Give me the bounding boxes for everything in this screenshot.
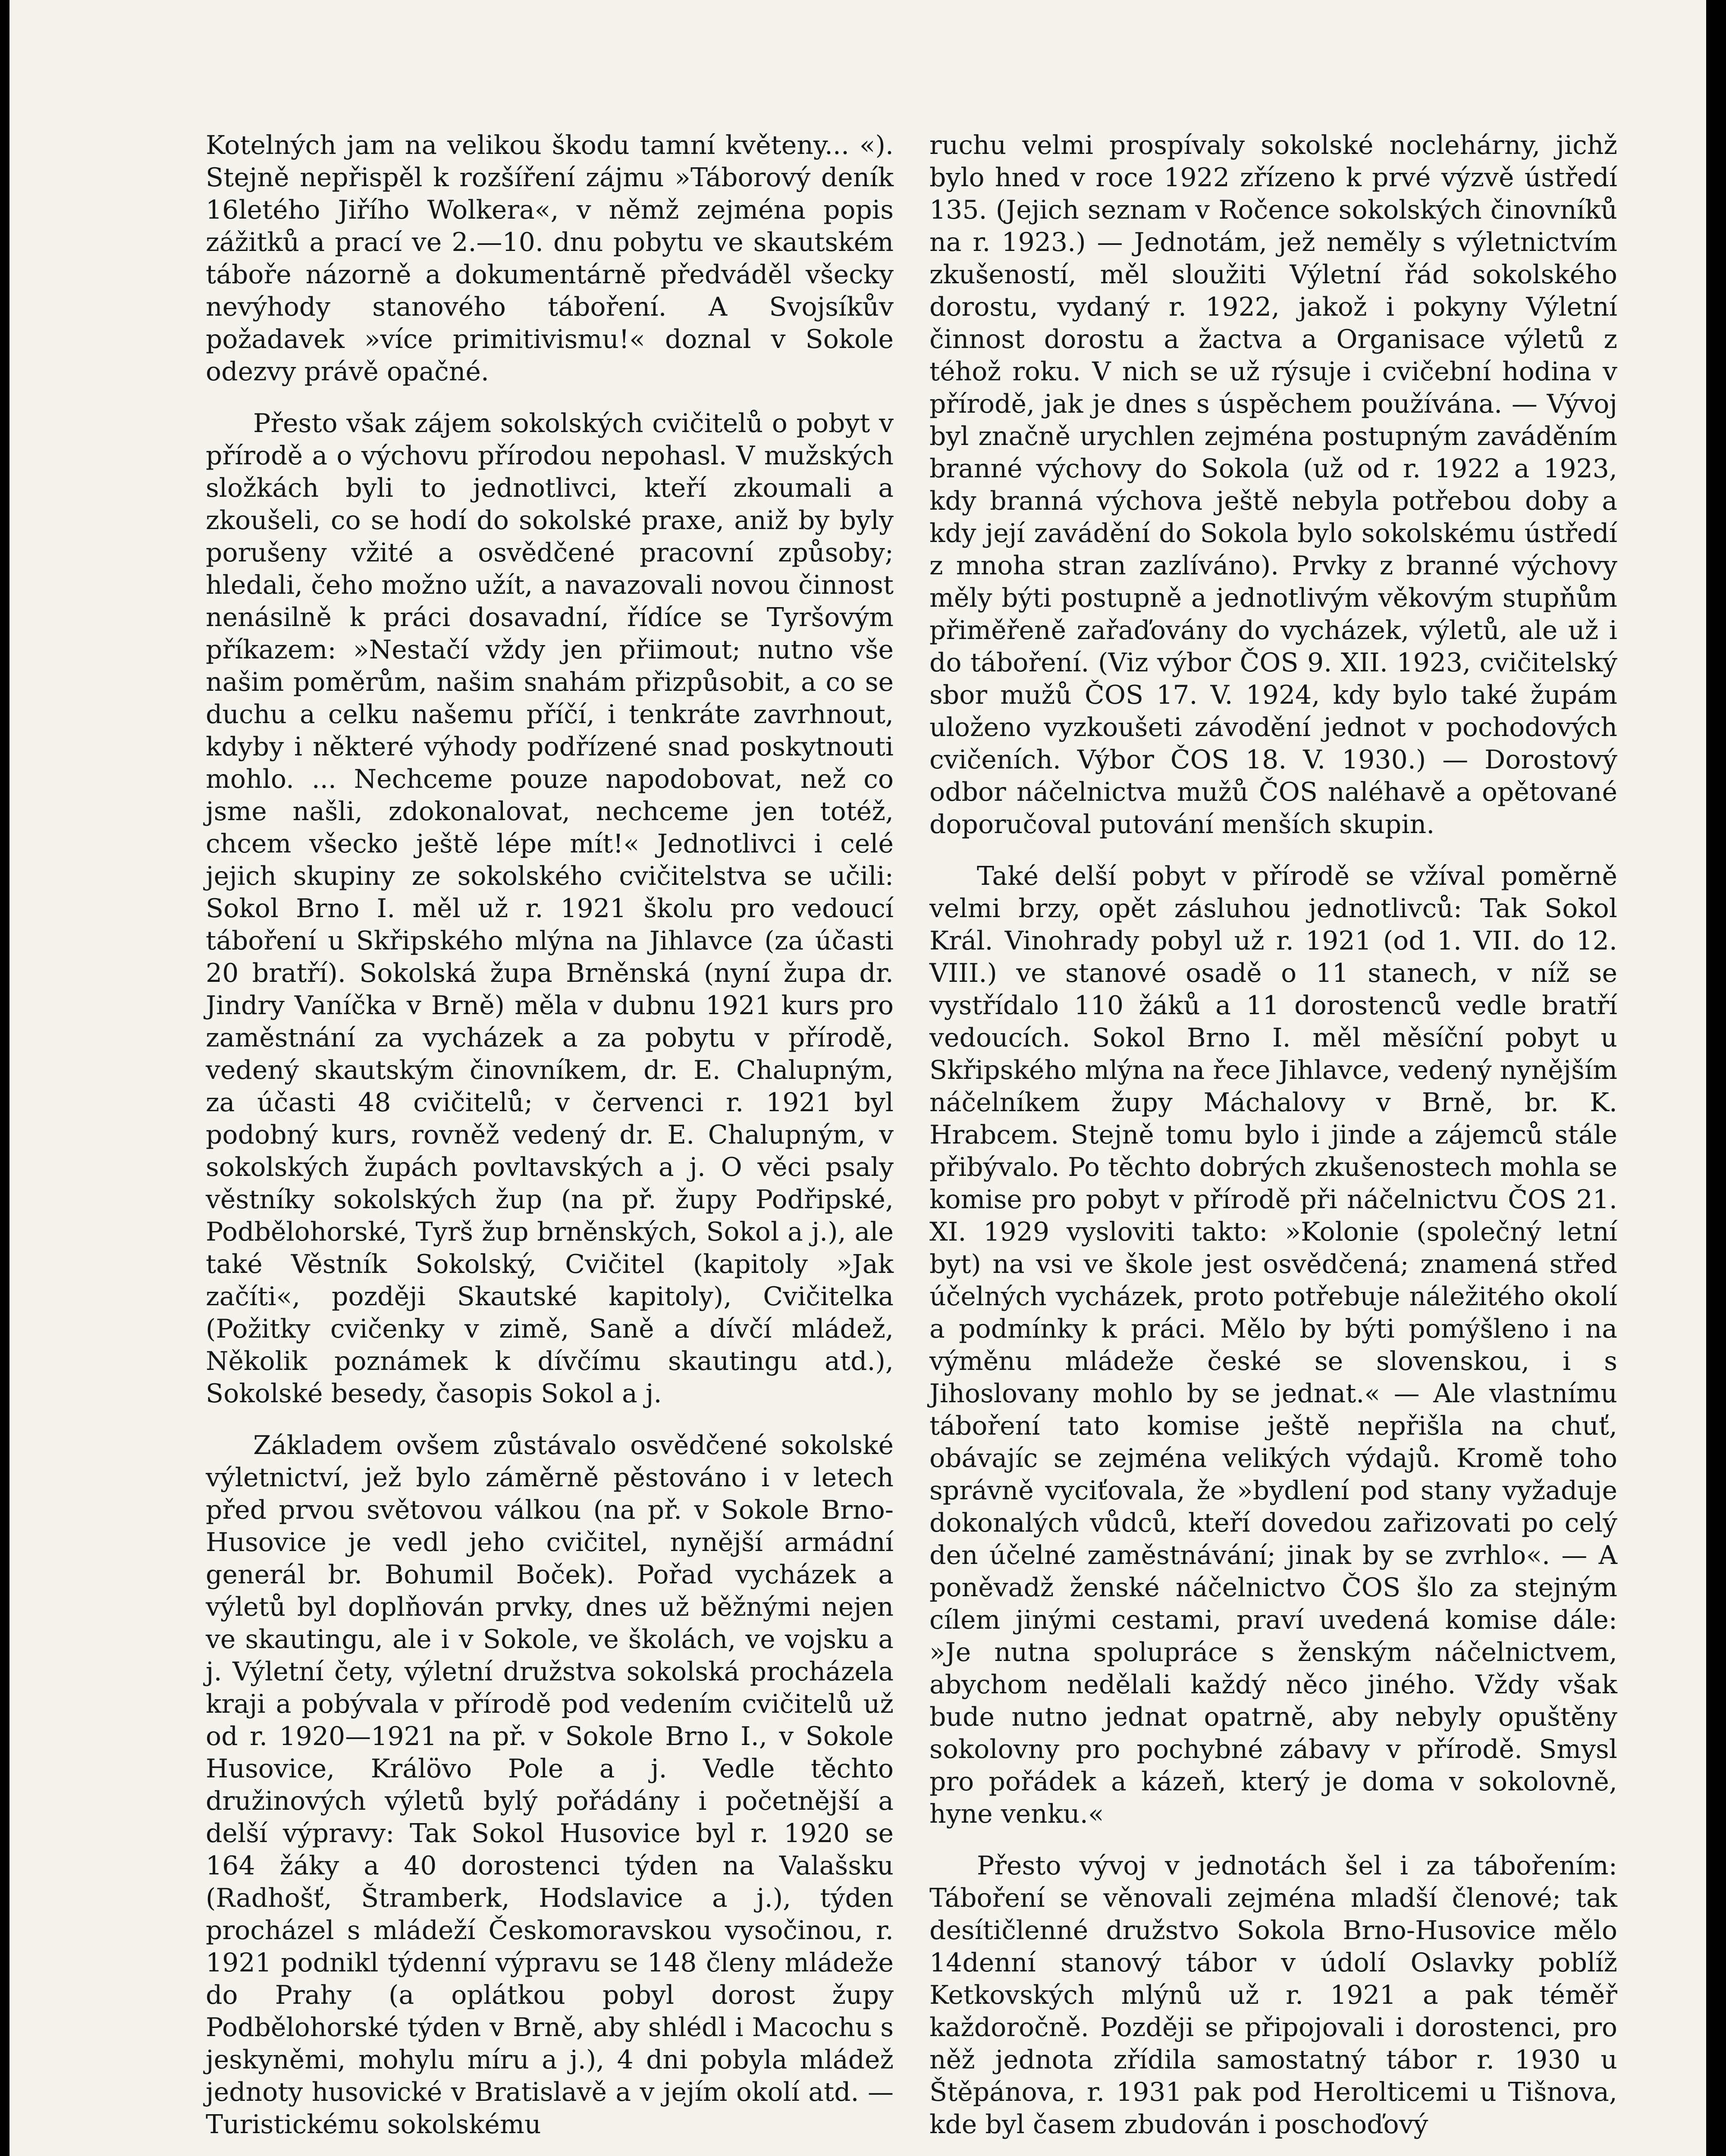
paragraph-continuation: Kotelných jam na velikou škodu tamní květeny... «). Stejně nepřispěl k rozšíření zájmu »Táborový deník 16letého Jiřího Wolkera«, v němž zejména popis zážitků a prací ve 2.—10. dnu pobytu ve skautském táboře názorně a dokumentárně předváděl všecky nevýhody stanového táboření. A Svojsíkův požadavek »více primitivismu!« doznal v Sokole odezvy právě opačné. xyxy=(206,130,894,387)
paragraph: Přesto vývoj v jednotách šel i za tábořením: Táboření se věnovali zejména mladší členové; tak desítičlenné družstvo Sokola Brno-Husovice mělo 14denní stanový tábor v údolí Oslavky poblíž Ketkovských mlýnů už r. 1921 a pak téměř každoročně. Později se připojovali i dorostenci, pro něž jednota zřídila samostatný tábor r. 1930 u Štěpánova, r. 1931 pak pod Herolticemi u Tišnova, kde byl časem zbudován i poschoďový xyxy=(929,1851,1617,2140)
right-text-column xyxy=(929,129,1617,2156)
paragraph: Základem ovšem zůstávalo osvědčené sokolské výletnictví, jež bylo záměrně pěstováno i v letech před prvou světovou válkou (na př. v Sokole Brno-Husovice je vedl jeho cvičitel, nynější armádní generál br. Bohumil Boček). Pořad vycházek a výletů byl doplňován prvky, dnes už běžnými nejen ve skautingu, ale i v Sokole, ve školách, ve vojsku a j. Výletní čety, výletní družstva sokolská procházela kraji a pobývala v přírodě pod vedením cvičitelů už od r. 1920—1921 na př. v Sokole Brno I., v Sokole Husovice, Králövo Pole a j. Vedle těchto družinových výletů bylý pořádány i početnější a delší výpravy: Tak Sokol Husovice byl r. 1920 se 164 žáky a 40 dorostenci týden na Valašsku (Radhošť, Štramberk, Hodslavice a j.), týden procházel s mládeží Českomoravskou vysočinou, r. 1921 podnikl týdenní výpravu se 148 členy mládeže do Prahy (a oplátkou pobyl dorost župy Podbělohorské týden v Brně, aby shlédl i Macochu s jeskyněmi, mohylu míru a j.), 4 dni pobyla mládež jednoty husovické v Bratislavě a v jejím okolí atd. — Turistickému sokolskému xyxy=(206,1430,894,2140)
paragraph: Také delší pobyt v přírodě se vžíval poměrně velmi brzy, opět zásluhou jednotlivců: Tak Sokol Král. Vinohrady pobyl už r. 1921 (od 1. VII. do 12. VIII.) ve stanové osadě o 11 stanech, v níž se vystřídalo 110 žáků a 11 dorostenců vedle bratří vedoucích. Sokol Brno I. měl měsíční pobyt u Skřipského mlýna na řece Jihlavce, vedený nynějším náčelníkem župy Máchalovy v Brně, br. K. Hrabcem. Stejně tomu bylo i jinde a zájemců stále přibývalo. Po těchto dobrých zkušenostech mohla se komise pro pobyt v přírodě při náčelnictvu ČOS 21. XI. 1929 vysloviti takto: »Kolonie (společný letní byt) na vsi ve škole jest osvědčená; znamená střed účelných vycházek, proto potřebuje náležitého okolí a podmínky k práci. Mělo by býti pomýšleno i na výměnu mládeže české se slovenskou, i s Jihoslovany mohlo by se jednat.« — Ale vlastnímu táboření tato komise ještě nepřišla na chuť, obávajíc se zejména velikých výdajů. Kromě toho správně vyciťovala, že »bydlení pod stany vyžaduje dokonalých vůdců, kteří dovedou zařizovati po celý den účelné zaměstnávání; jinak by se zvrhlo«. — A poněvadž ženské náčelnictvo ČOS šlo za stejným cílem jinými cestami, praví uvedená komise dále: »Je nutna spolupráce s ženským náčelnictvem, abychom nedělali každý něco jiného. Vždy však bude nutno jednat opatrně, aby nebyly opuštěny sokolovny pro pochybné zábavy v přírodě. Smysl pro pořádek a kázeň, který je doma v sokolovně, hyne venku.« xyxy=(929,861,1617,1829)
paragraph-continuation: ruchu velmi prospívaly sokolské noclehárny, jichž bylo hned v roce 1922 zřízeno k prvé výzvě ústředí 135. (Jejich seznam v Ročence sokolských činovníků na r. 1923.) — Jednotám, jež neměly s výletnictvím zkušeností, měl sloužiti Výletní řád sokolského dorostu, vydaný r. 1922, jakož i pokyny Výletní činnost dorostu a žactva a Organisace výletů z téhož roku. V nich se už rýsuje i cvičební hodina v přírodě, jak je dnes s úspěchem používána. — Vývoj byl značně urychlen zejména postupným zaváděním branné výchovy do Sokola (už od r. 1922 a 1923, kdy branná výchova ještě nebyla potřebou doby a kdy její zavádění do Sokola bylo sokolskému ústředí z mnoha stran zazlíváno). Prvky z branné výchovy měly býti postupně a jednotlivým věkovým stupňům přiměřeně zařaďovány do vycházek, výletů, ale už i do táboření. (Viz výbor ČOS 9. XII. 1923, cvičitelský sbor mužů ČOS 17. V. 1924, kdy bylo také župám uloženo vyzkoušeti závodění jednot v pochodových cvičeních. Výbor ČOS 18. V. 1930.) — Dorostový odbor náčelnictva mužů ČOS naléhavě a opětované doporučoval putování menších skupin. xyxy=(929,130,1617,840)
left-text-column xyxy=(206,129,894,2156)
book-page xyxy=(9,0,1706,2156)
paragraph: Přesto však zájem sokolských cvičitelů o pobyt v přírodě a o výchovu přírodou nepohasl. V mužských složkách byli to jednotlivci, kteří zkoumali a zkoušeli, co se hodí do sokolské praxe, aniž by byly porušeny vžité a osvědčené pracovní způsoby; hledali, čeho možno užít, a navazovali novou činnost nenásilně k práci dosavadní, řídíce se Tyršovým příkazem: »Nestačí vždy jen přiimout; nutno vše našim poměrům, našim snahám přizpůsobit, a co se duchu a celku našemu příčí, i tenkráte zavrhnout, kdyby i některé výhody podřízené snad poskytnouti mohlo. ... Nechceme pouze napodobovat, než co jsme našli, zdokonalovat, nechceme jen totéž, chcem všecko ještě lépe mít!« Jednotlivci i celé jejich skupiny ze sokolského cvičitelstva se učili: Sokol Brno I. měl už r. 1921 školu pro vedoucí táboření u Skřipského mlýna na Jihlavce (za účasti 20 bratří). Sokolská župa Brněnská (nyní župa dr. Jindry Vaníčka v Brně) měla v dubnu 1921 kurs pro zaměstnání za vycházek a za pobytu v přírodě, vedený skautským činovníkem, dr. E. Chalupným, za účasti 48 cvičitelů; v červenci r. 1921 byl podobný kurs, rovněž vedený dr. E. Chalupným, v sokolských župách povltavských a j. O věci psaly věstníky sokolských žup (na př. župy Podřipské, Podbělohorské, Tyrš žup brněnských, Sokol a j.), ale také Věstník Sokolský, Cvičitel (kapitoly »Jak začíti«, později Skautské kapitoly), Cvičitelka (Požitky cvičenky v zimě, Saně a dívčí mládež, Několik poznámek k dívčímu skautingu atd.), Sokolské besedy, časopis Sokol a j. xyxy=(206,408,894,1409)
